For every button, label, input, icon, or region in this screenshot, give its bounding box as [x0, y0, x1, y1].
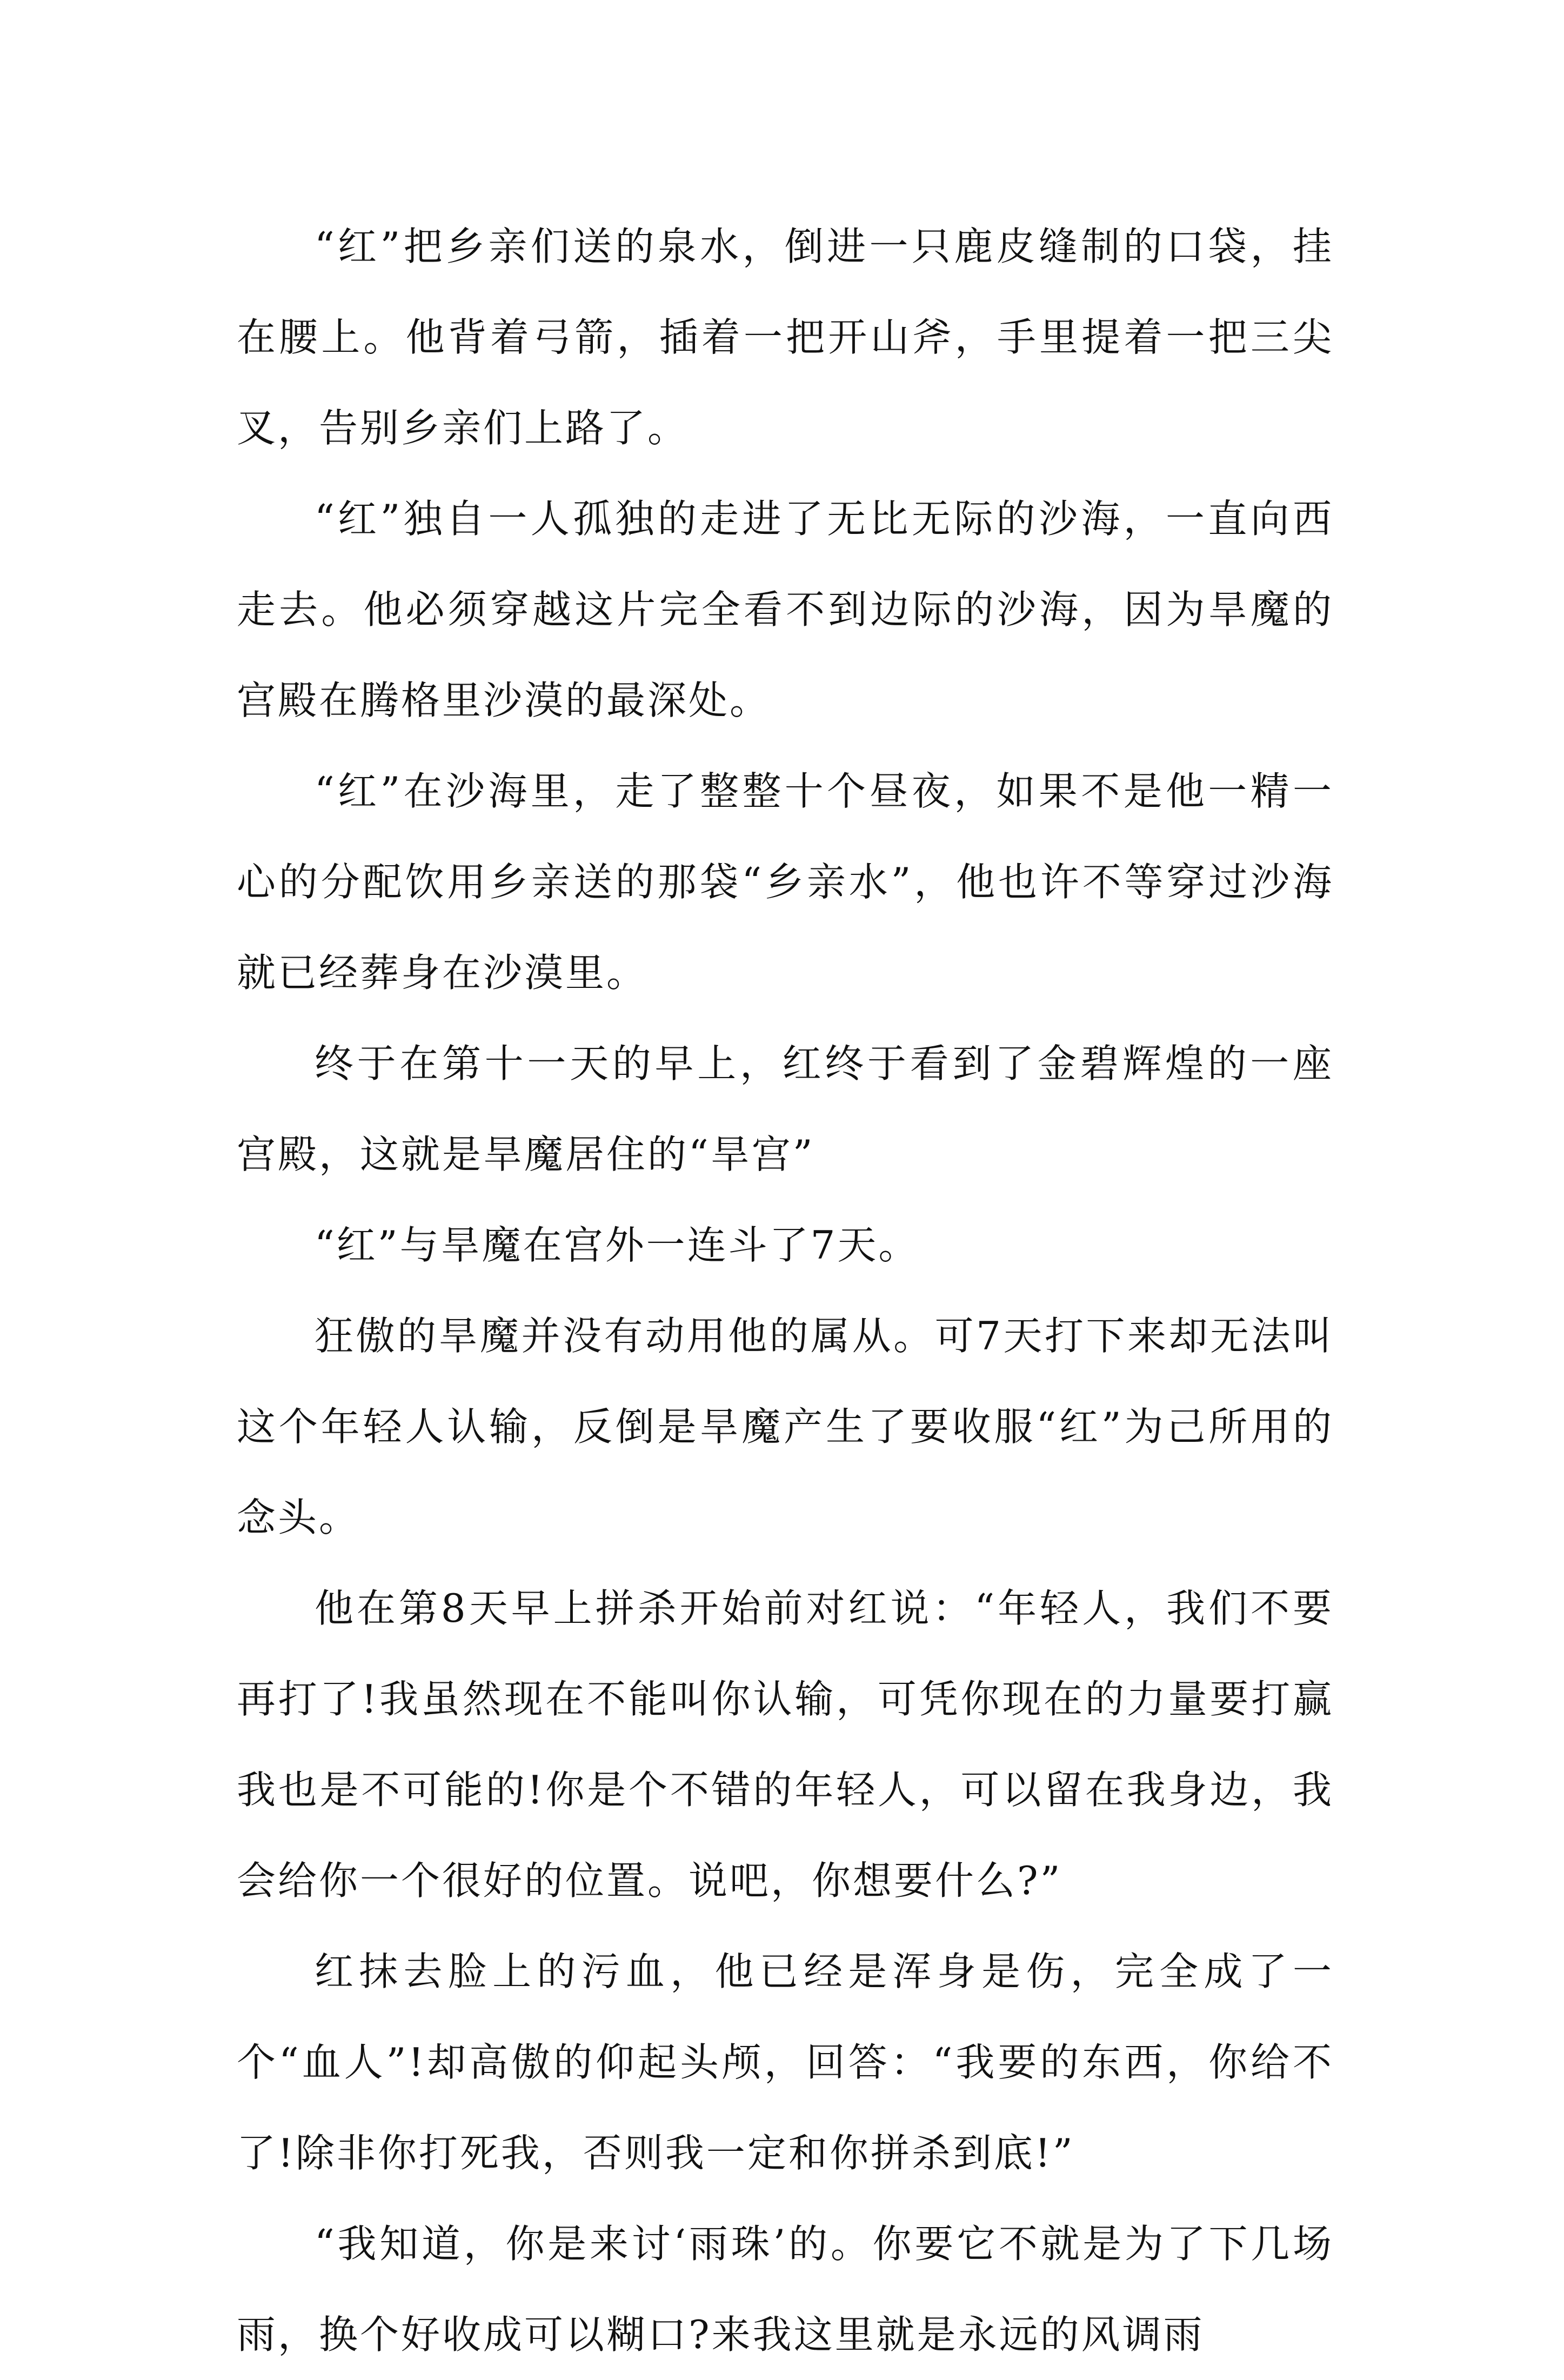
body-text	[237, 201, 1334, 2380]
paragraph: “我知道，你是来讨‘雨珠’的。你要它不就是为了下几场雨，换个好收成可以糊口?来我这里就是永远的风调雨	[237, 2221, 1334, 2357]
paragraph: “红”独自一人孤独的走进了无比无际的沙海，一直向西走去。他必须穿越这片完全看不到边际的沙海，因为旱魔的宫殿在腾格里沙漠的最深处。	[237, 496, 1334, 723]
paragraph: “红”把乡亲们送的泉水，倒进一只鹿皮缝制的口袋，挂在腰上。他背着弓箭，插着一把开山斧，手里提着一把三尖叉，告别乡亲们上路了。	[237, 224, 1334, 451]
paragraph: “红”在沙海里，走了整整十个昼夜，如果不是他一精一心的分配饮用乡亲送的那袋“乡亲水”，他也许不等穿过沙海就已经葬身在沙漠里。	[237, 768, 1334, 995]
paragraph: 他在第8天早上拼杀开始前对红说：“年轻人，我们不要再打了!我虽然现在不能叫你认输，可凭你现在的力量要打赢我也是不可能的!你是个不错的年轻人，可以留在我身边，我会给你一个很好的位置。说吧，你想要什么?”	[237, 1586, 1334, 1903]
paragraph: 终于在第十一天的早上，红终于看到了金碧辉煌的一座宫殿，这就是旱魔居住的“旱宫”	[237, 1041, 1334, 1177]
paragraph: 狂傲的旱魔并没有动用他的属从。可7天打下来却无法叫这个年轻人认输，反倒是旱魔产生了要收服“红”为己所用的念头。	[237, 1313, 1334, 1540]
paragraph: “红”与旱魔在宫外一连斗了7天。	[315, 1222, 920, 1268]
paragraph: 红抹去脸上的污血，他已经是浑身是伤，完全成了一个“血人”!却高傲的仰起头颅，回答：“我要的东西，你给不了!除非你打死我，否则我一定和你拼杀到底!”	[237, 1949, 1334, 2176]
